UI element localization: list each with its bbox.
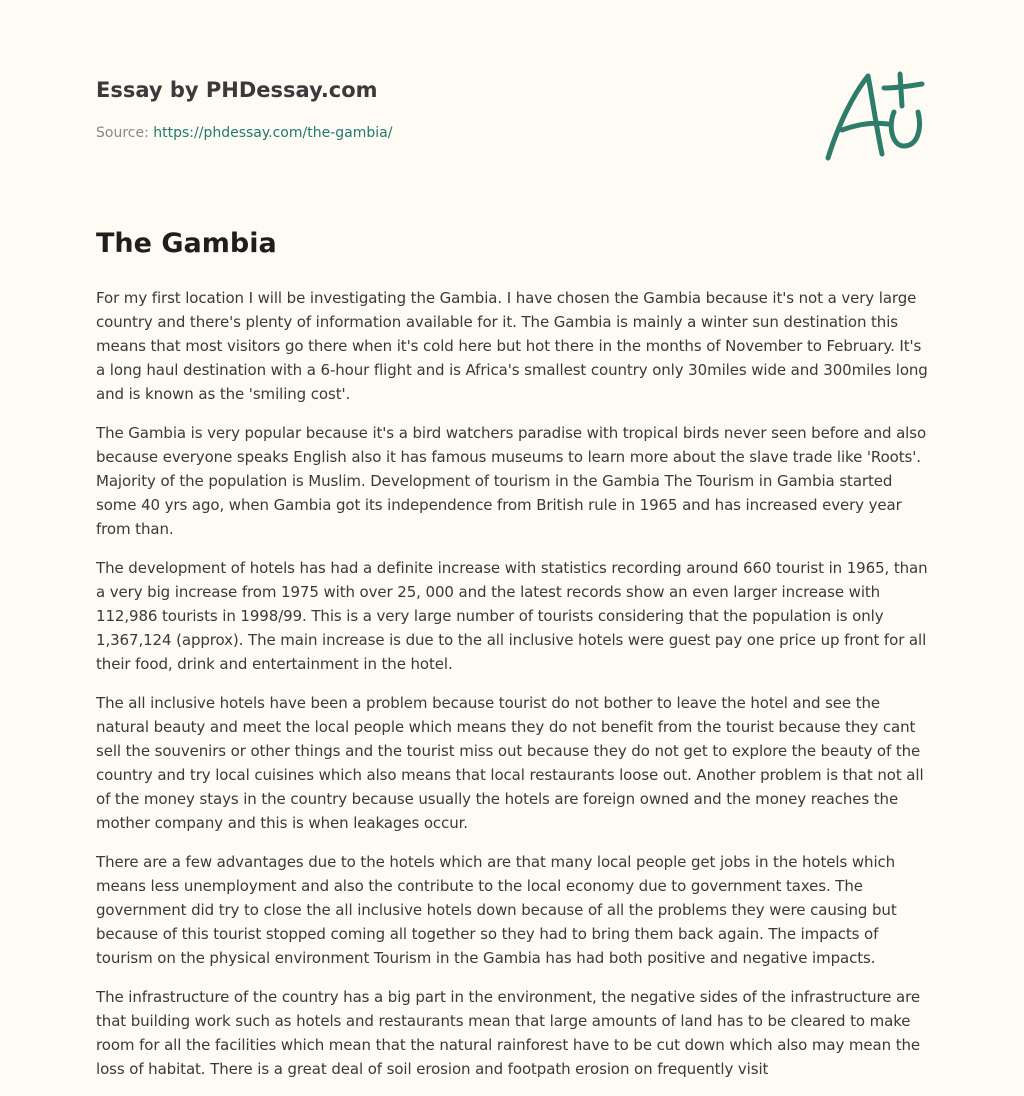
source-line: [96, 123, 796, 143]
a-plus-grade-icon: [822, 66, 928, 166]
essay-paragraph: For my first location I will be investigating the Gambia. I have chosen the Gambia because it's not a very large country and there's plenty of information available for it. The Gambia is mainly a winter sun destination this means that most visitors go there when it's cold here but hot there in the months of November to February. It's a long haul destination with a 6-hour flight and is Africa's smallest country only 30miles wide and 300miles long and is known as the 'smiling cost'.: [96, 289, 928, 403]
essay-paragraph: The development of hotels has had a definite increase with statistics recording around 660 tourist in 1965, than a very big increase from 1975 with over 25, 000 and the latest records show an even larger increase with 112,986 tourists in 1998/99. This is a very large number of tourists considering that the population is only 1,367,124 (approx). The main increase is due to the all inclusive hotels were guest pay one price up front for all their food, drink and entertainment in the hotel.: [96, 559, 928, 673]
essay-body: [96, 286, 930, 1096]
essay-paragraph: The Gambia is very popular because it's a bird watchers paradise with tropical birds never seen before and also because everyone speaks English also it has famous museums to learn more about the slave trade like 'Roots'. Majority of the population is Muslim. Development of tourism in the Gambia The Tourism in Gambia started some 40 yrs ago, when Gambia got its independence from British rule in 1965 and has increased every year from than.: [96, 424, 927, 538]
essay-header: [96, 76, 796, 143]
essay-paragraph: There are a few advantages due to the hotels which are that many local people get jobs in the hotels which means less unemployment and also the contribute to the local economy due to government taxes. The government did try to close the all inclusive hotels down because of all the problems they were causing but because of this tourist stopped coming all together so they had to bring them back again. The impacts of tourism on the physical environment Tourism in the Gambia has had both positive and negative impacts.: [96, 853, 897, 967]
source-link[interactable]: https://phdessay.com/the-gambia/: [153, 125, 393, 141]
essay-title: The Gambia: [96, 228, 277, 259]
essay-paragraph: The all inclusive hotels have been a problem because tourist do not bother to leave the hotel and see the natural beauty and meet the local people which means they do not benefit from the tourist because they cant sell the souvenirs or other things and the tourist miss out because they do not get to explore the beauty of the country and try local cuisines which also means that local restaurants loose out. Another problem is that not all of the money stays in the country because usually the hotels are foreign owned and the money reaches the mother company and this is when leakages occur.: [96, 694, 924, 832]
essay-paragraph: The infrastructure of the country has a big part in the environment, the negative sides of the infrastructure are that building work such as hotels and restaurants mean that large amounts of land has to be cleared to make room for all the facilities which mean that the natural rainforest have to be cut down which also may mean the loss of habitat. There is a great deal of soil erosion and footpath erosion on frequently visit: [96, 988, 921, 1078]
source-label: Source:: [96, 125, 149, 141]
brand-title: Essay by PHDessay.com: [96, 78, 378, 102]
